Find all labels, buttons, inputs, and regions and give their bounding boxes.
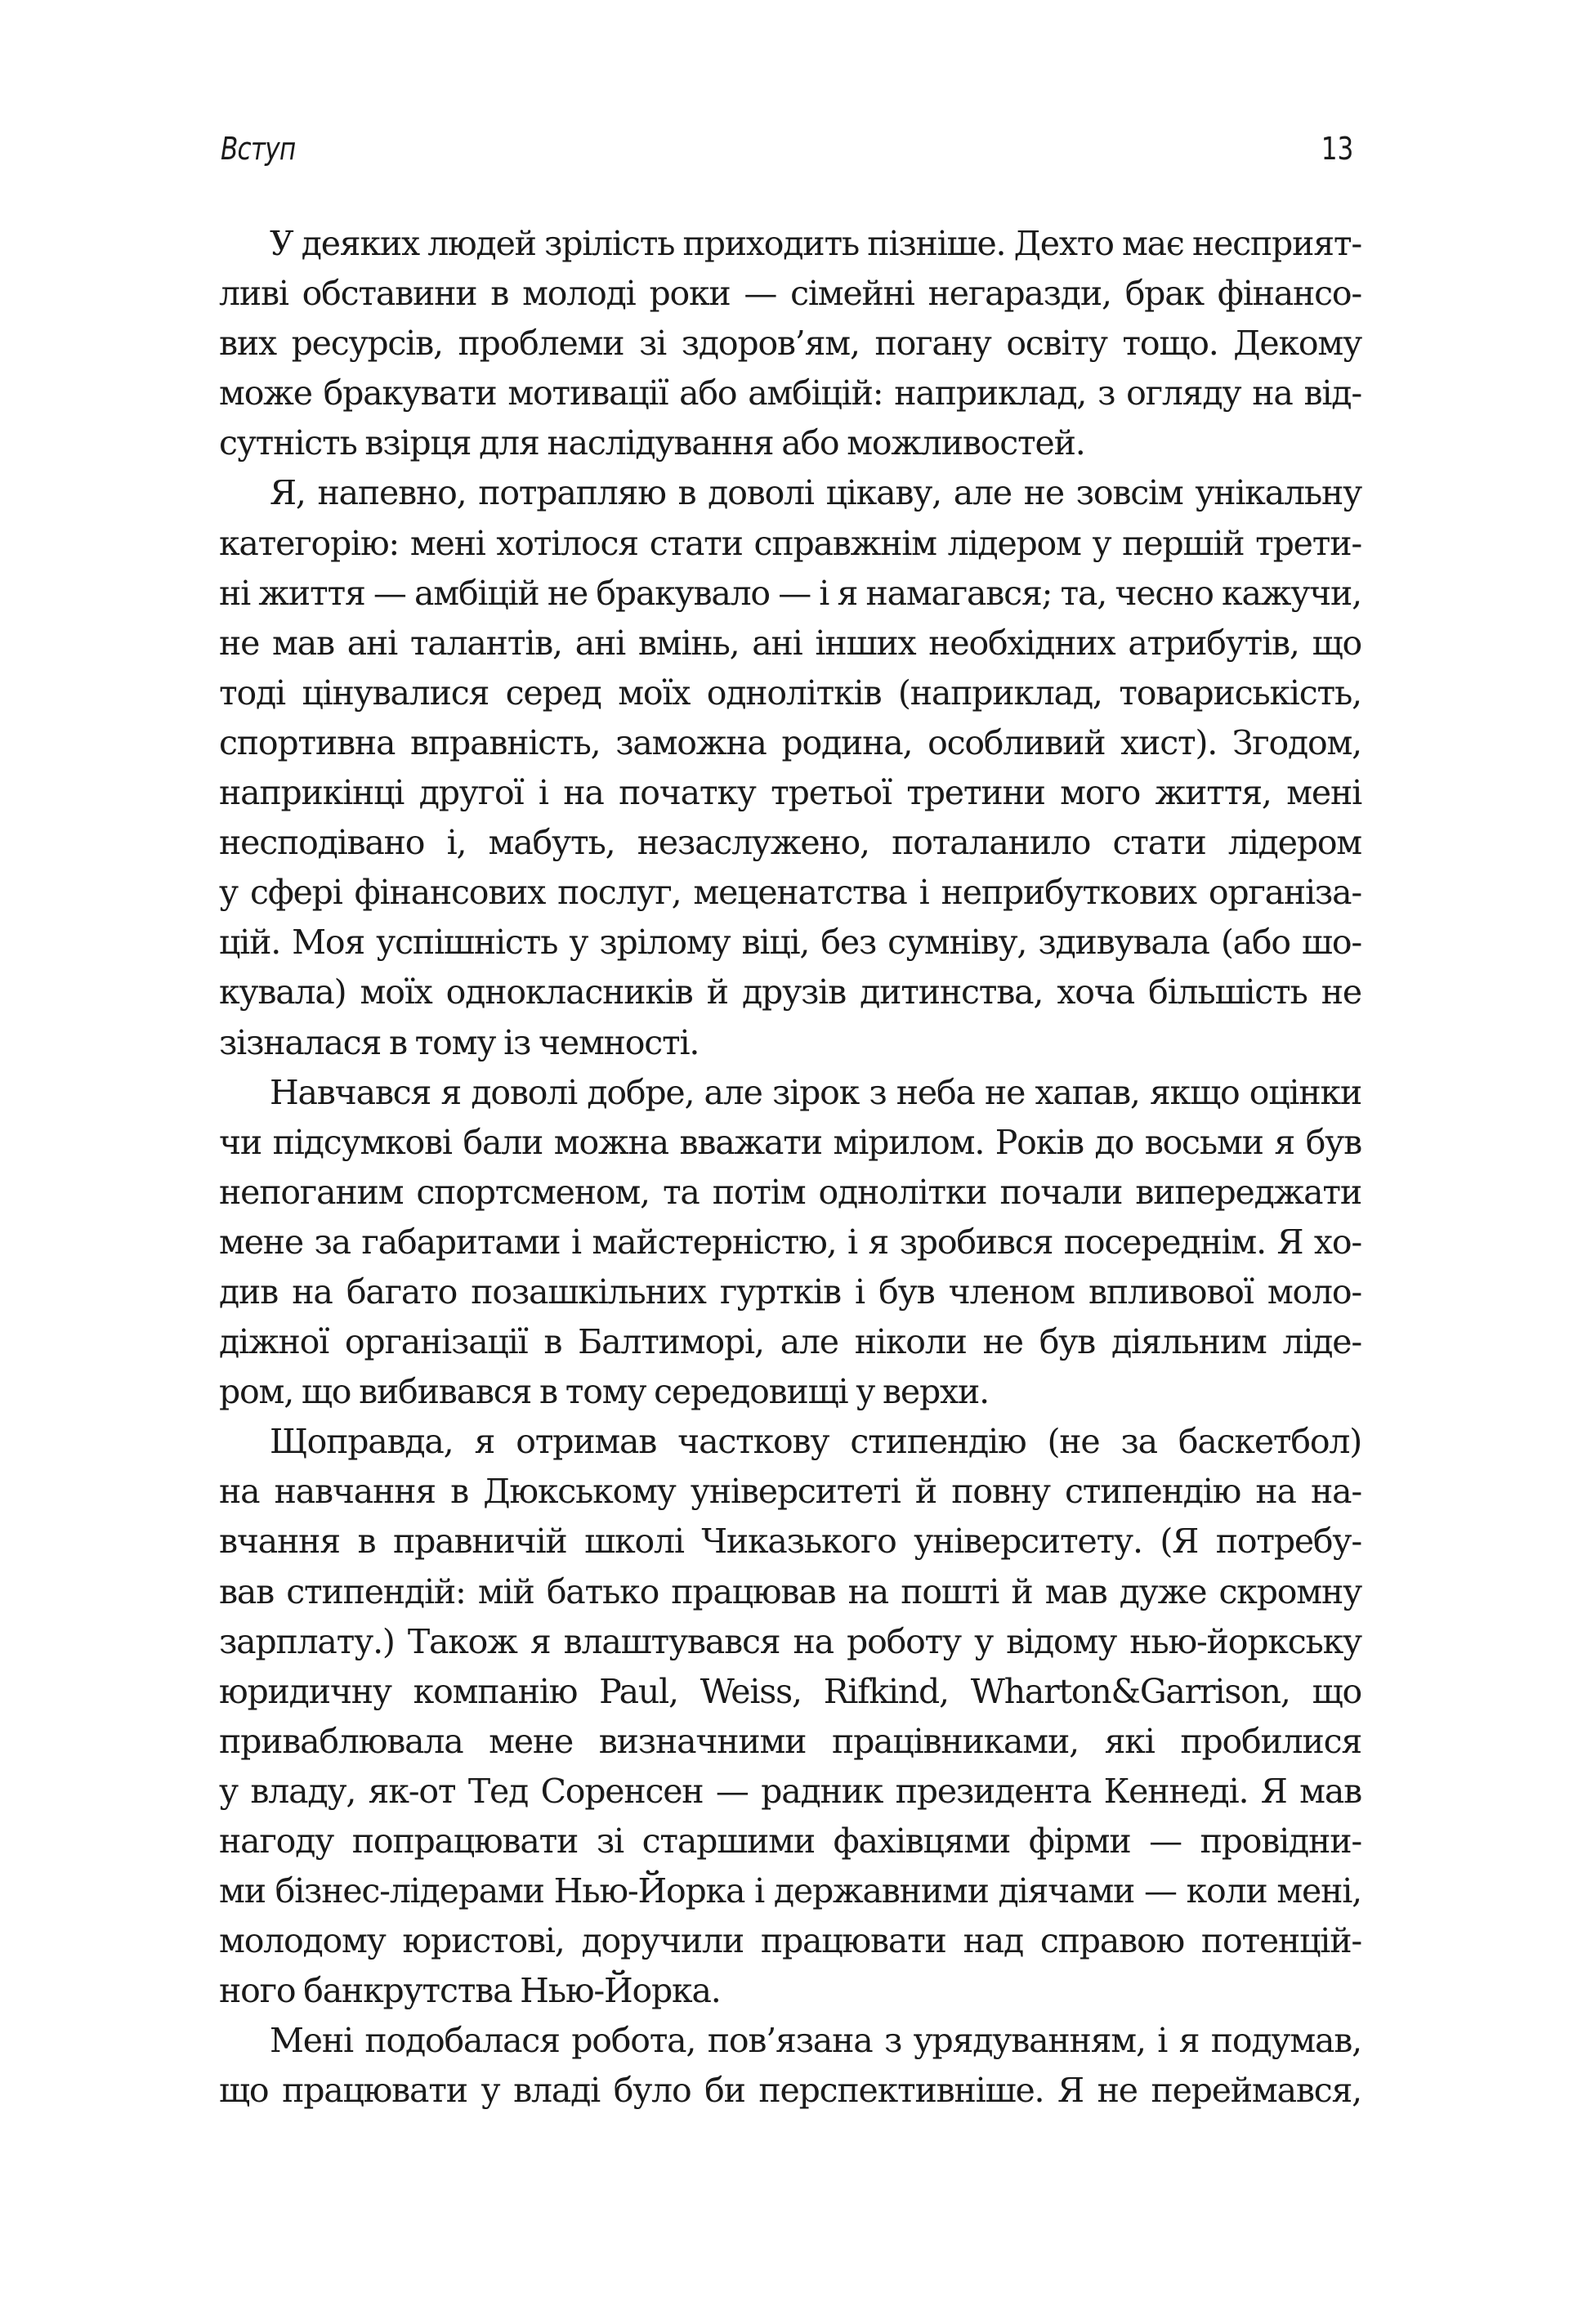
text-line: вих ресурсів, проблеми зі здоров’ям, погану освіту тощо. Декому: [219, 324, 1361, 364]
text-line: мене за габаритами і майстерністю, і я зробився посереднім. Я хо-: [219, 1222, 1361, 1262]
text-line: Я, напевно, потрапляю в доволі цікаву, але не зовсім унікальну: [270, 473, 1361, 513]
paragraph: [219, 468, 1361, 1067]
text-line: ні життя — амбіцій не бракувало — і я намагався; та, чесно кажучи,: [219, 573, 1361, 613]
text-line: наприкінці другої і на початку третьої третини мого життя, мені: [219, 773, 1361, 813]
text-line: що працювати у владі було би перспективніше. Я не переймався,: [219, 2071, 1361, 2111]
text-line: сутність взірця для наслідування або можливостей.: [219, 423, 1085, 463]
text-line: непоганим спортсменом, та потім однолітки почали випереджати: [219, 1172, 1361, 1212]
text-line: у сфері фінансових послуг, меценатства і неприбуткових організа-: [219, 873, 1361, 913]
text-line: у владу, як-от Тед Соренсен — радник президента Кеннеді. Я мав: [219, 1771, 1361, 1811]
text-line: ного банкрутства Нью-Йорка.: [219, 1971, 721, 2011]
text-line: тоді цінувалися серед моїх однолітків (наприклад, товариськість,: [219, 673, 1361, 713]
text-line: на навчання в Дюкському університеті й повну стипендію на на-: [219, 1472, 1361, 1512]
text-line: У деяких людей зрілість приходить пізніше. Дехто має несприят-: [270, 224, 1361, 263]
paragraph: [219, 1417, 1361, 2016]
body-text: [219, 219, 1361, 2116]
text-line: вав стипендій: мій батько працював на пошті й мав дуже скромну: [219, 1571, 1361, 1611]
text-line: вчання в правничій школі Чиказького університету. (Я потребу-: [219, 1522, 1361, 1562]
paragraph: [219, 219, 1361, 468]
text-line: категорію: мені хотілося стати справжнім лідером у першій трети-: [219, 523, 1361, 563]
paragraph: [219, 1068, 1361, 1418]
text-line: зізналася в тому із чемності.: [219, 1022, 700, 1062]
text-line: ром, що вибивався в тому середовищі у верхи.: [219, 1372, 989, 1412]
paragraph: [219, 2016, 1361, 2116]
text-line: зарплату.) Також я влаштувався на роботу у відому нью-йоркську: [219, 1621, 1361, 1661]
text-line: ми бізнес-лідерами Нью-Йорка і державними діячами — коли мені,: [219, 1871, 1361, 1911]
text-line: нагоду попрацювати зі старшими фахівцями фірми — провідни-: [219, 1821, 1361, 1861]
text-line: юридичну компанію Paul, Weiss, Rifkind, Wharton&Garrison, що: [219, 1671, 1361, 1711]
text-line: може бракувати мотивації або амбіцій: наприклад, з огляду на від-: [219, 373, 1361, 413]
running-header: [221, 131, 1353, 177]
text-line: не мав ані талантів, ані вмінь, ані інших необхідних атрибутів, що: [219, 623, 1361, 663]
text-line: див на багато позашкільних гуртків і був членом впливової моло-: [219, 1271, 1361, 1312]
section-title: Вступ: [221, 131, 296, 167]
text-line: діжної організації в Балтиморі, але ніколи не був діяльним ліде-: [219, 1322, 1361, 1362]
text-line: ливі обставини в молоді роки — сімейні негаразди, брак фінансо-: [219, 274, 1361, 314]
text-line: молодому юристові, доручили працювати над справою потенцій-: [219, 1921, 1361, 1961]
text-line: цій. Моя успішність у зрілому віці, без сумніву, здивувала (або шо-: [219, 923, 1361, 963]
text-line: чи підсумкові бали можна вважати мірилом. Років до восьми я був: [219, 1122, 1361, 1162]
text-line: Щоправда, я отримав часткову стипендію (не за баскетбол): [270, 1422, 1361, 1462]
text-line: кувала) моїх однокласників й друзів дитинства, хоча більшість не: [219, 972, 1361, 1012]
text-line: приваблювала мене визначними працівниками, які пробилися: [219, 1721, 1361, 1761]
text-line: несподівано і, мабуть, незаслужено, поталанило стати лідером: [219, 823, 1361, 863]
text-line: Мені подобалася робота, пов’язана з урядуванням, і я подумав,: [270, 2021, 1361, 2061]
text-line: спортивна вправність, заможна родина, особливий хист). Згодом,: [219, 722, 1361, 762]
text-line: Навчався я доволі добре, але зірок з неба не хапав, якщо оцінки: [270, 1072, 1361, 1112]
page-number: 13: [1321, 131, 1353, 167]
